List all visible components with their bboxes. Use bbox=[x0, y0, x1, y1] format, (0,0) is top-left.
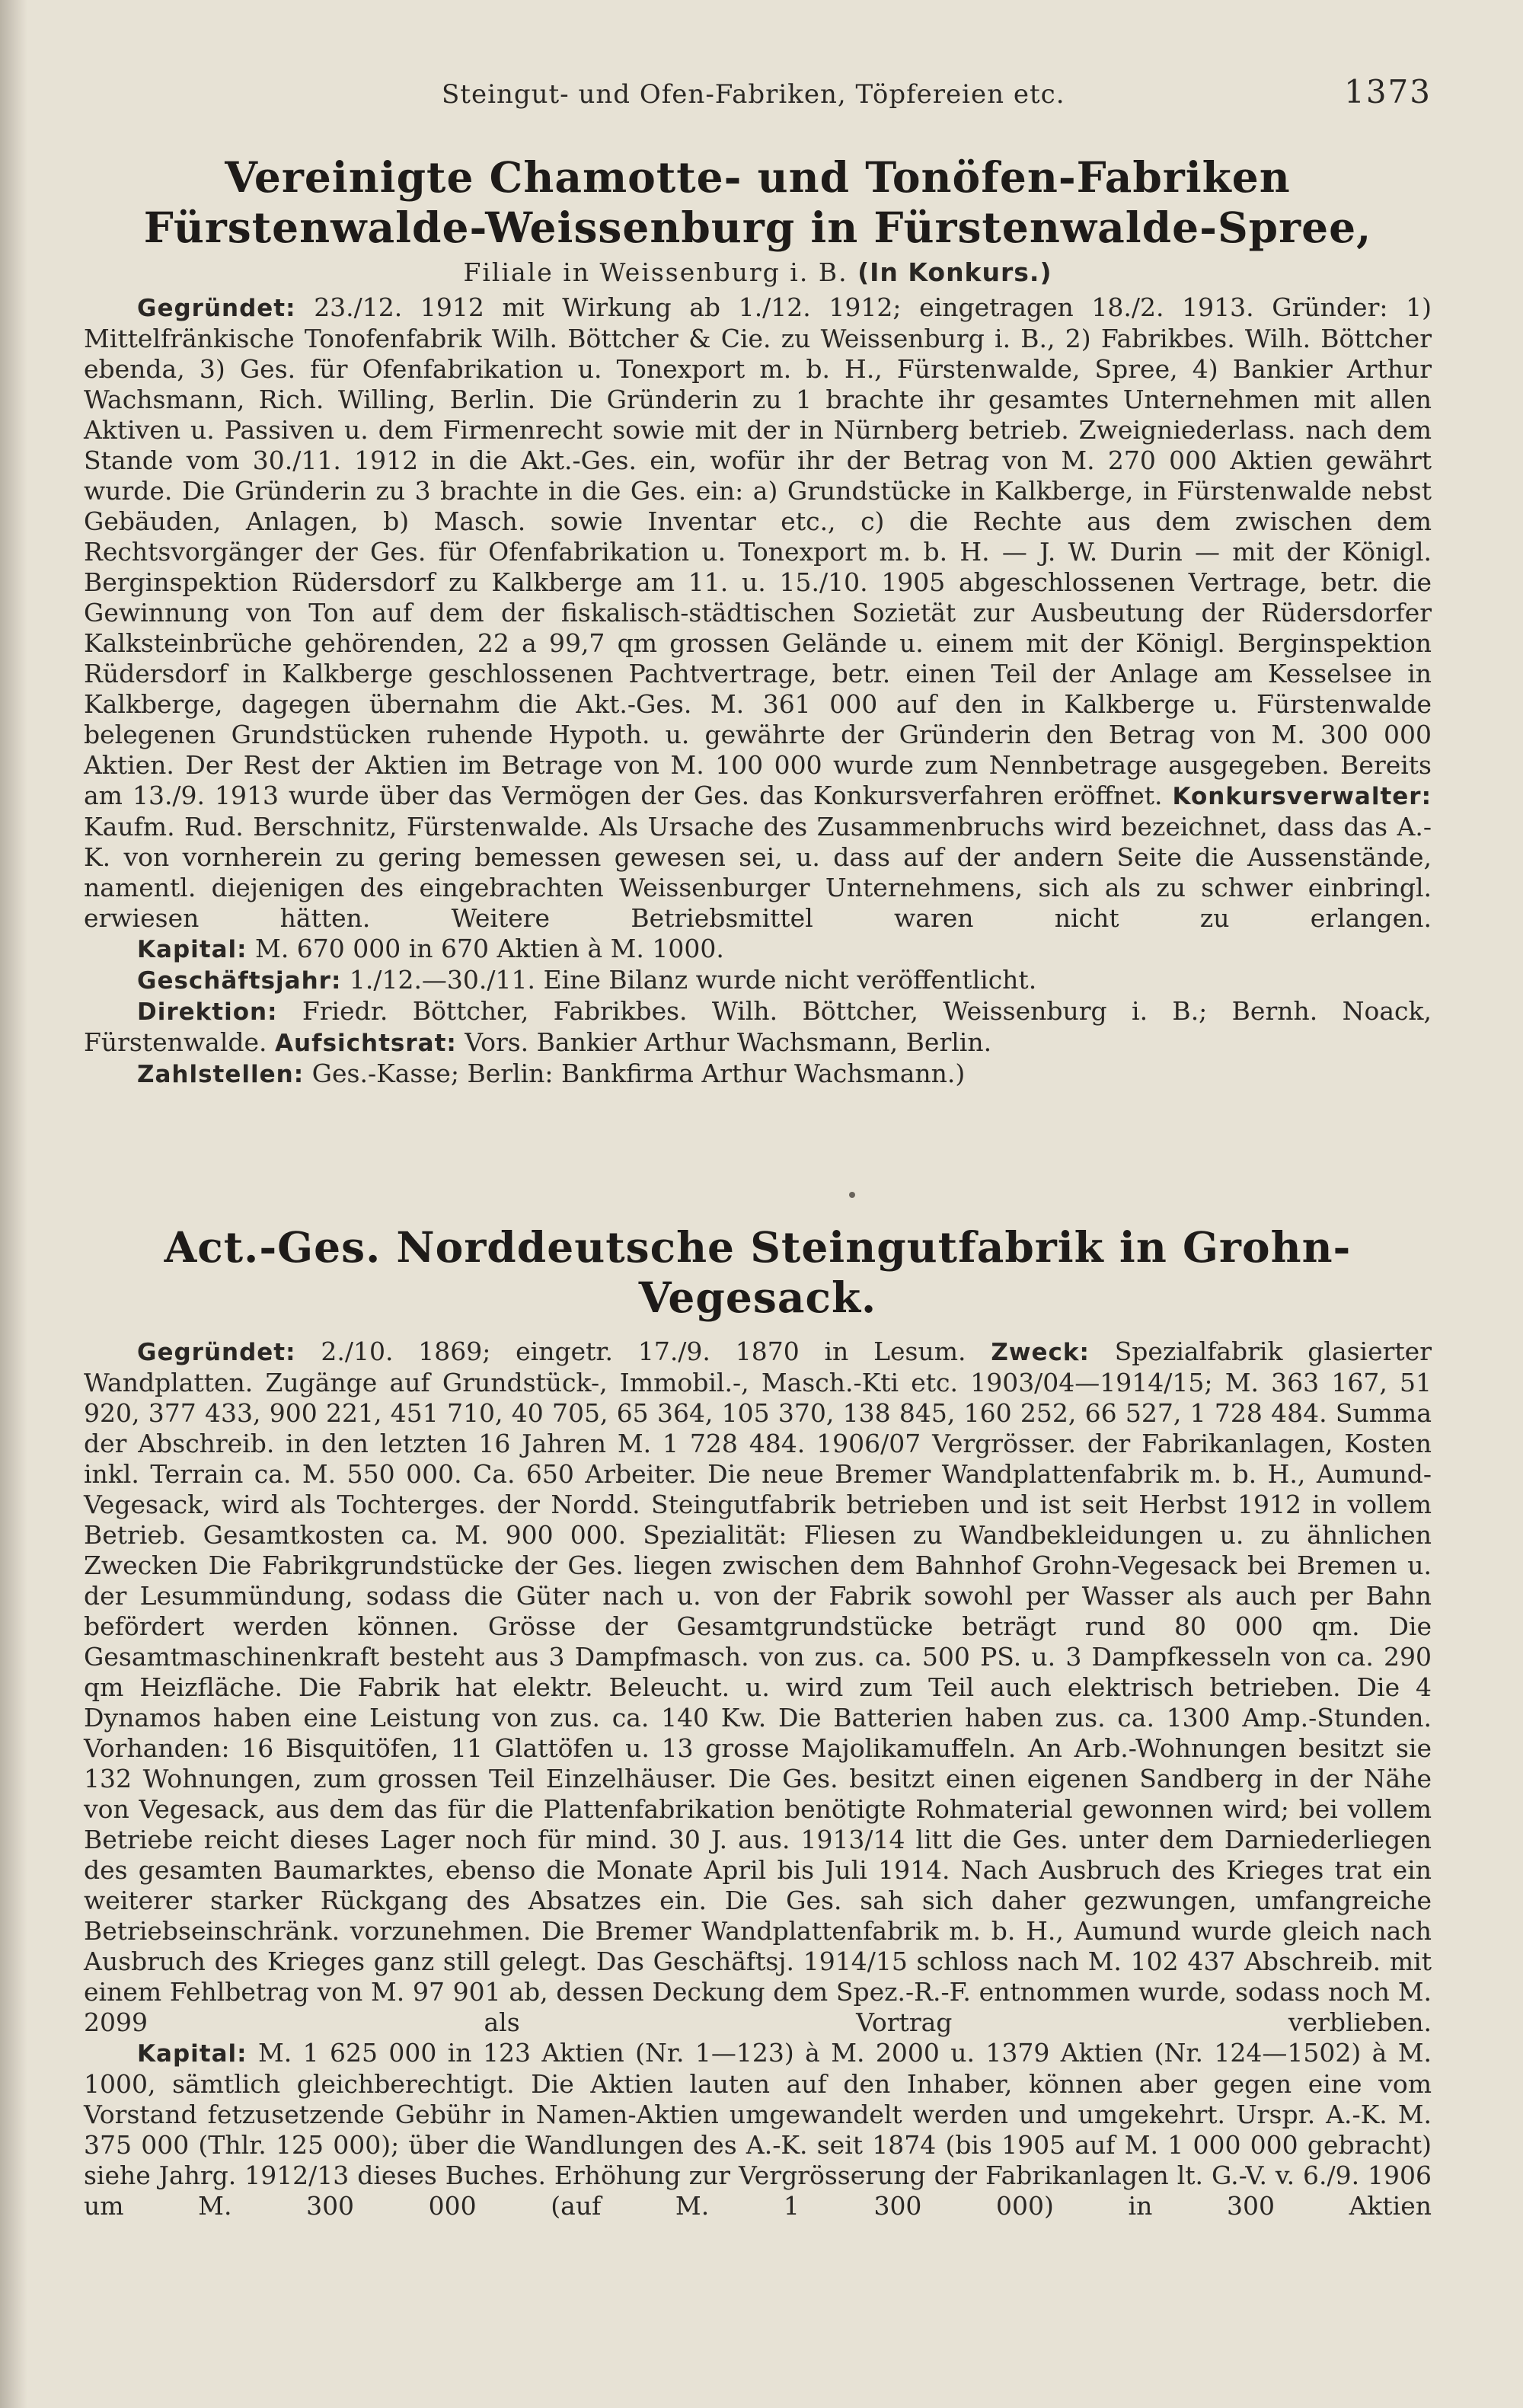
label-geschaeftsjahr: Geschäftsjahr: bbox=[137, 967, 342, 995]
text-gegruendet: 23./12. 1912 mit Wirkung ab 1./12. 1912; eingetragen 18./2. 1913. Gründer: 1) Mittelfränkische Tonofenfabrik Wilh. Böttcher & Cie. zu Weissenburg i. B., 2) Fabrikbes. Wilh. Böttcher ebenda, 3) Ges. für Ofenfabrikation u. Tonexport m. b. H., Fürstenwalde, Spree, 4) Bankier Arthur Wachsmann, Rich. Willing, Berlin. Die Gründerin zu 1 brachte ihr gesamtes Unternehmen mit allen Aktiven u. Passiven u. dem Firmenrecht sowie mit der in Nürnberg betrieb. Zweigniederlass. nach dem Stande vom 30./11. 1912 in die Akt.-Ges. ein, wofür ihr der Betrag von M. 270 000 Aktien gewährt wurde. Die Gründerin zu 3 brachte in die Ges. ein: a) Grundstücke in Kalkberge, in Fürstenwalde nebst Gebäuden, Anlagen, b) Masch. sowie Inventar etc., c) die Rechte aus dem zwischen dem Rechtsvorgänger der Ges. für Ofenfabrikation u. Tonexport m. b. H. — J. W. Durin — mit der Königl. Berginspektion Rüdersdorf zu Kalkberge am 11. u. 15./10. 1905 abgeschlossenen Vertrage, betr. die Gewinnung von Ton auf dem der fiskalisch-städtischen Sozietät zur Ausbeutung der Rüdersdorfer Kalksteinbrüche gehörenden, 22 a 99,7 qm grossen Gelände u. einem mit der Königl. Berginspektion Rüdersdorf in Kalkberge geschlossenen Pachtvertrage, betr. einen Teil der Anlage am Kesselsee in Kalkberge, dagegen übernahm die Akt.-Ges. M. 361 000 auf den in Kalkberge u. Fürstenwalde belegenen Grundstücken ruhende Hypoth. u. gewährte der Gründerin den Betrag von M. 300 000 Aktien. Der Rest der Aktien im Betrage von M. 100 000 wurde zum Nennbetrage ausgegeben. Bereits am 13./9. 1913 wurde über das Vermögen der Ges. das Konkursverfahren eröffnet. bbox=[84, 292, 1432, 810]
label-gegruendet: Gegründet: bbox=[137, 1339, 296, 1366]
text-gegruendet: 2./10. 1869; eingetr. 17./9. 1870 in Lesum. bbox=[321, 1337, 966, 1366]
label-direktion: Direktion: bbox=[137, 998, 278, 1026]
label-gegruendet: Gegründet: bbox=[137, 295, 296, 322]
company-title-line-2: Fürstenwalde-Weissenburg in Fürstenwalde-Spree, bbox=[143, 203, 1372, 252]
paragraph-zahlstellen bbox=[84, 1059, 1432, 1090]
label-zahlstellen: Zahlstellen: bbox=[137, 1061, 305, 1088]
text-kapital: M. 1 625 000 in 123 Aktien (Nr. 1—123) à M. 2000 u. 1379 Aktien (Nr. 124—1502) à M. 1000, sämtlich gleichberechtigt. Die Aktien lauten auf den Inhaber, können aber gegen eine vom Vorstand fetzusetzende Gebühr in Namen-Aktien umgewandelt werden und umgekehrt. Urspr. A.-K. M. 375 000 (Thlr. 125 000); über die Wandlungen des A.-K. seit 1874 (bis 1905 auf M. 1 000 000 gebracht) siehe Jahrg. 1912/13 dieses Buches. Erhöhung zur Vergrösserung der Fabrikanlagen lt. G.-V. v. 6./9. 1906 um M. 300 000 (auf M. 1 300 000) in 300 Aktien bbox=[84, 2038, 1432, 2221]
branch-text: Filiale in Weissenburg i. B. bbox=[463, 257, 848, 287]
paragraph-geschaeftsjahr bbox=[84, 965, 1432, 996]
text-aufsichtsrat: Vors. Bankier Arthur Wachsmann, Berlin. bbox=[465, 1027, 992, 1057]
text-geschaeftsjahr: 1./12.—30./11. Eine Bilanz wurde nicht veröffentlicht. bbox=[349, 965, 1037, 995]
text-zahlstellen: Ges.-Kasse; Berlin: Bankfirma Arthur Wachsmann.) bbox=[311, 1059, 966, 1088]
page-number: 1373 bbox=[1344, 73, 1432, 110]
label-aufsichtsrat: Aufsichtsrat: bbox=[275, 1030, 457, 1057]
text-konkursverwalter: Kaufm. Rud. Berschnitz, Fürstenwalde. Als Ursache des Zusammenbruchs wird bezeichnet, dass das A.-K. von vornherein zu gering bemessen gewesen sei, u. dass auf der andern Seite die Aussenstände, namentl. diejenigen des eingebrachten Weissenburger Unternehmens, sich als zu schwer einbringl. erwiesen hätten. Weitere Betriebsmittel waren nicht zu erlangen. bbox=[84, 812, 1432, 933]
text-zweck: Spezialfabrik glasierter Wandplatten. Zugänge auf Grundstück-, Immobil.-, Masch.-Kti etc. 1903/04—1914/15; M. 363 167, 51 920, 377 433, 900 221, 451 710, 40 705, 65 364, 105 370, 138 845, 160 252, 66 527, 1 728 484. Summa der Abschreib. in den letzten 16 Jahren M. 1 728 484. 1906/07 Vergrösser. der Fabrikanlagen, Kosten inkl. Terrain ca. M. 550 000. Ca. 650 Arbeiter. Die neue Bremer Wandplattenfabrik m. b. H., Aumund-Vegesack, wird als Tochterges. der Nordd. Steingutfabrik betrieben und ist seit Herbst 1912 in vollem Betrieb. Gesamtkosten ca. M. 900 000. Spezialität: Fliesen zu Wandbekleidungen u. zu ähnlichen Zwecken Die Fabrikgrundstücke der Ges. liegen zwischen dem Bahnhof Grohn-Vegesack bei Bremen u. der Lesummündung, sodass die Güter nach u. von der Fabrik sowohl per Wasser als auch per Bahn befördert werden können. Grösse der Gesamtgrundstücke beträgt rund 80 000 qm. Die Gesamtmaschinenkraft besteht aus 3 Dampfmasch. von zus. ca. 500 PS. u. 3 Dampfkesseln von ca. 290 qm Heizfläche. Die Fabrik hat elektr. Beleucht. u. wird zum Teil auch elektrisch betrieben. Die 4 Dynamos haben eine Leistung von zus. ca. 140 Kw. Die Batterien haben zus. ca. 1300 Amp.-Stunden. Vorhanden: 16 Bisquitöfen, 11 Glattöfen u. 13 grosse Majolikamuffeln. An Arb.-Wohnungen besitzt sie 132 Wohnungen, zum grossen Teil Einzelhäuser. Die Ges. besitzt einen eigenen Sandberg in der Nähe von Vegesack, aus dem das für die Plattenfabrikation benötigte Rohmaterial gewonnen wird; bei vollem Betriebe reicht dieses Lager noch für mind. 30 J. aus. 1913/14 litt die Ges. unter dem Darniederliegen des gesamten Baumarktes, ebenso die Monate April bis Juli 1914. Nach Ausbruch des Krieges trat ein weiterer starker Rückgang des Absatzes ein. Die Ges. sah sich daher gezwungen, umfangreiche Betriebseinschränk. vorzunehmen. Die Bremer Wandplattenfabrik m. b. H., Aumund wurde gleich nach Ausbruch des Krieges ganz still gelegt. Das Geschäftsj. 1914/15 schloss nach M. 102 437 Abschreib. mit einem Fehlbetrag von M. 97 901 ab, dessen Deckung dem Spez.-R.-F. entnommen wurde, sodass noch M. 2099 als Vortrag verblieben. bbox=[84, 1337, 1432, 2037]
label-zweck: Zweck: bbox=[991, 1339, 1090, 1366]
paragraph-kapital bbox=[84, 934, 1432, 965]
company-entry-grohn-vegesack bbox=[84, 1222, 1432, 2221]
label-konkursverwalter: Konkursverwalter: bbox=[1172, 783, 1432, 810]
label-kapital: Kapital: bbox=[137, 2040, 247, 2068]
paragraph-gegruendet bbox=[84, 292, 1432, 934]
running-header-title: Steingut- und Ofen-Fabriken, Töpfereien etc. bbox=[442, 79, 1065, 110]
page bbox=[84, 0, 1432, 2408]
section-divider-dot bbox=[849, 1192, 855, 1198]
page-binding-edge bbox=[0, 0, 27, 2408]
paragraph-gegruendet-zweck bbox=[84, 1337, 1432, 2038]
status-text: (In Konkurs.) bbox=[857, 257, 1052, 287]
paragraph-kapital bbox=[84, 2038, 1432, 2221]
paragraph-direktion bbox=[84, 996, 1432, 1059]
company-title-line-1: Vereinigte Chamotte- und Tonöfen-Fabriken bbox=[225, 152, 1291, 202]
text-direktion: Friedr. Böttcher, Fabrikbes. Wilh. Böttcher, Weissenburg i. B.; Bernh. Noack, Fürstenwalde. bbox=[84, 996, 1432, 1057]
company-title: Act.-Ges. Norddeutsche Steingutfabrik in Grohn-Vegesack. bbox=[164, 1222, 1352, 1322]
text-kapital: M. 670 000 in 670 Aktien à M. 1000. bbox=[255, 934, 724, 963]
company-entry-fuerstenwalde bbox=[84, 152, 1432, 1090]
running-header bbox=[84, 73, 1432, 119]
label-kapital: Kapital: bbox=[137, 936, 247, 963]
company-subtitle bbox=[84, 253, 1432, 292]
